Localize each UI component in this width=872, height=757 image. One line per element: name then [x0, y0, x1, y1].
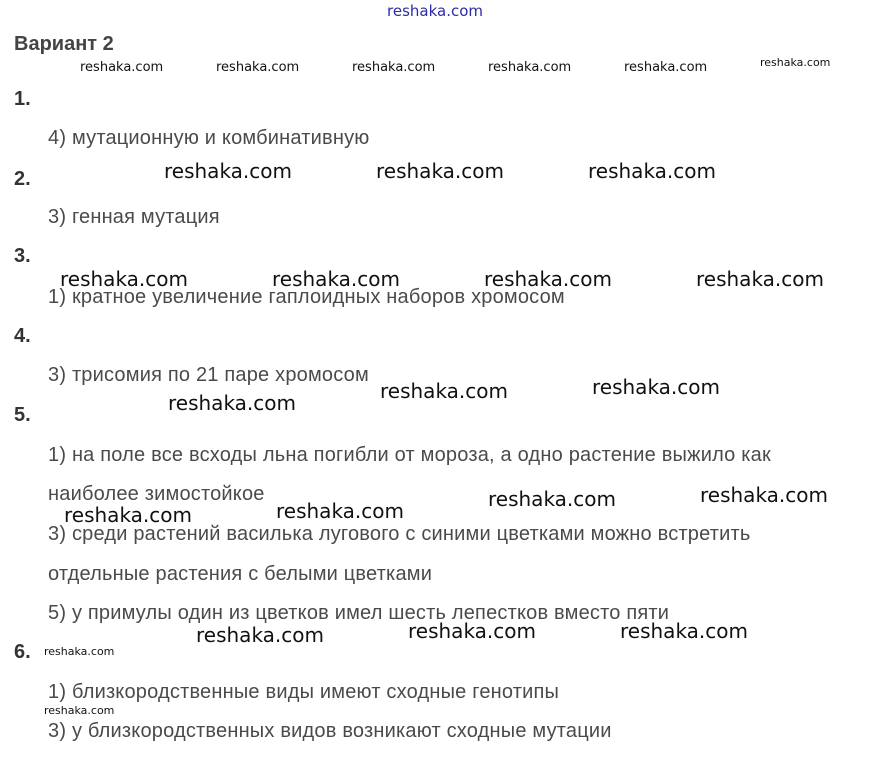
watermark: reshaka.com: [376, 159, 504, 183]
question-number: 1.: [14, 88, 31, 110]
watermark: reshaka.com: [352, 60, 436, 75]
watermark: reshaka.com: [696, 267, 824, 291]
question-number: 2.: [14, 168, 31, 190]
watermark: reshaka.com: [408, 619, 536, 643]
watermark: reshaka.com: [164, 159, 292, 183]
watermark: reshaka.com: [588, 159, 716, 183]
watermark: reshaka.com: [168, 391, 296, 415]
question-number: 3.: [14, 245, 31, 267]
answer-text: 1) на поле все всходы льна погибли от мороза, а одно растение выжило как: [48, 444, 771, 466]
watermark: reshaka.com: [60, 267, 188, 291]
watermark: reshaka.com: [700, 483, 828, 507]
page-title: Вариант 2: [14, 33, 114, 55]
answer-text: 5) у примулы один из цветков имел шесть лепестков вместо пяти: [48, 602, 670, 624]
watermark: reshaka.com: [592, 375, 720, 399]
watermark: reshaka.com: [624, 60, 708, 75]
watermark: reshaka.com: [488, 60, 572, 75]
watermark: reshaka.com: [272, 267, 400, 291]
answer-text: отдельные растения с белыми цветками: [48, 563, 433, 585]
answer-text: 3) генная мутация: [48, 206, 220, 228]
watermark: reshaka.com: [64, 503, 192, 527]
question-number: 4.: [14, 325, 31, 347]
header-watermark: reshaka.com: [387, 2, 483, 20]
watermark: reshaka.com: [276, 499, 404, 523]
watermark: reshaka.com: [44, 704, 115, 717]
watermark: reshaka.com: [484, 267, 612, 291]
answer-text: 4) мутационную и комбинативную: [48, 127, 370, 149]
question-number: 6.: [14, 641, 31, 663]
watermark: reshaka.com: [380, 379, 508, 403]
watermark: reshaka.com: [760, 56, 831, 69]
answer-text: 1) кратное увеличение гаплоидных наборов хромосом: [48, 286, 565, 308]
watermark: reshaka.com: [196, 623, 324, 647]
watermark: reshaka.com: [488, 487, 616, 511]
answer-text: наиболее зимостойкое: [48, 483, 265, 505]
answer-text: 3) у близкородственных видов возникают сходные мутации: [48, 720, 612, 742]
answer-text: 3) трисомия по 21 паре хромосом: [48, 364, 369, 386]
question-number: 5.: [14, 404, 31, 426]
watermark: reshaka.com: [216, 60, 300, 75]
answer-text: 1) близкородственные виды имеют сходные генотипы: [48, 681, 560, 703]
watermark: reshaka.com: [80, 60, 164, 75]
watermark: reshaka.com: [620, 619, 748, 643]
watermark: reshaka.com: [44, 645, 115, 658]
answer-text: 3) среди растений василька лугового с синими цветками можно встретить: [48, 523, 751, 545]
